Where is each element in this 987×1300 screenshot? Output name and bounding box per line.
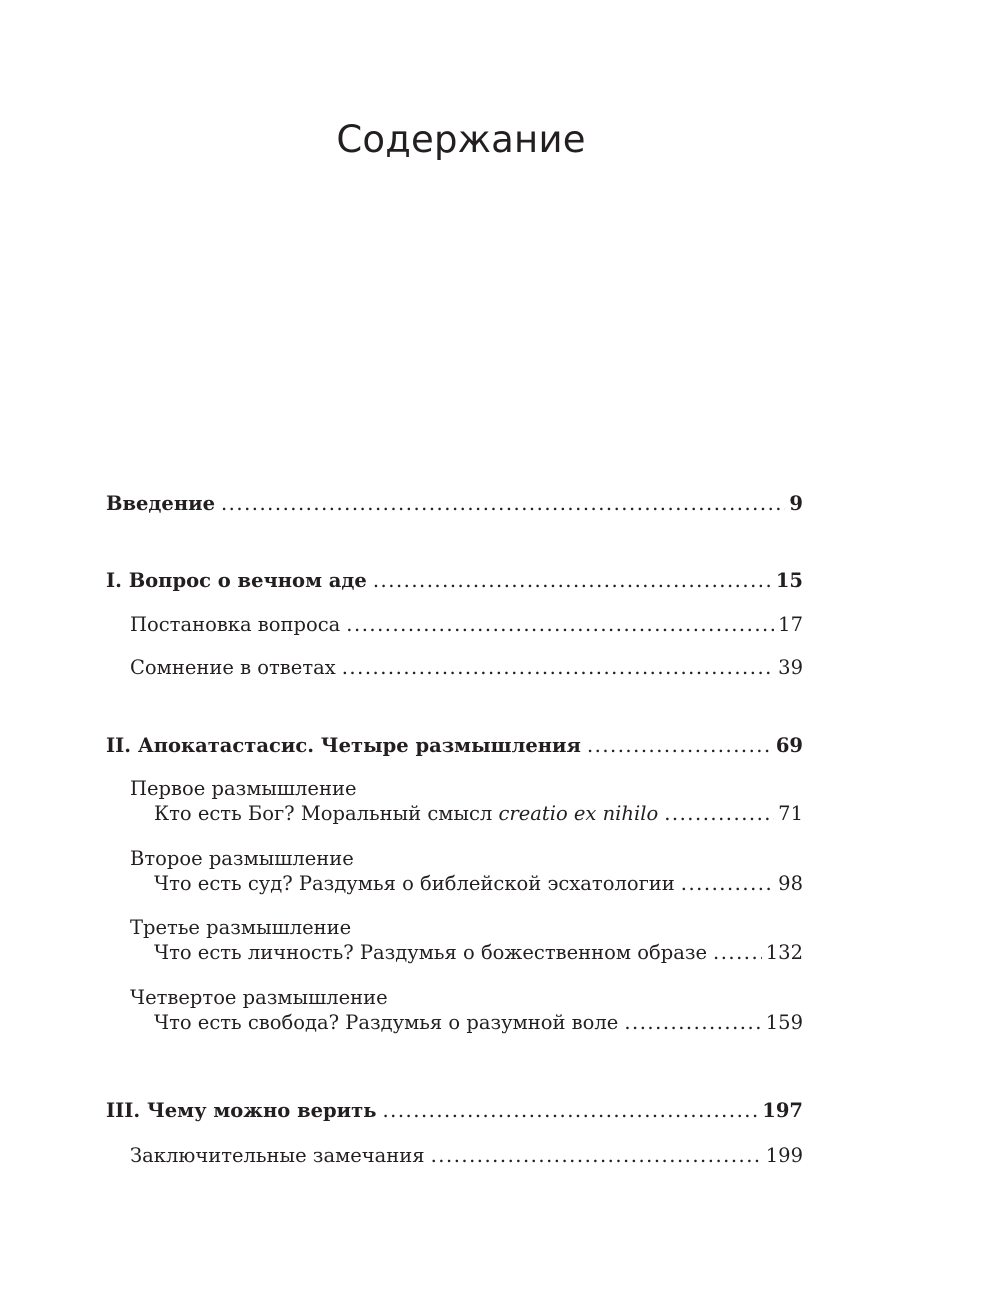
toc-entry-doubt-in-answers[interactable] [130, 655, 803, 681]
toc-page-number: 39 [778, 656, 803, 679]
toc-meditation-heading-3: Третье размышление [130, 916, 352, 939]
dot-leader [431, 1143, 762, 1169]
toc-entry-meditation-1[interactable] [154, 801, 803, 827]
toc-entry-part-2[interactable] [106, 733, 803, 759]
toc-entry-label: Сомнение в ответах [130, 656, 336, 679]
toc-entry-concluding-remarks[interactable] [130, 1143, 803, 1169]
toc-page-number: 17 [778, 613, 803, 636]
dot-leader [713, 940, 762, 966]
dot-leader [342, 655, 774, 681]
toc-entry-introduction[interactable] [106, 491, 803, 517]
page-title: Содержание [336, 118, 586, 161]
toc-entry-label [154, 801, 658, 827]
toc-page-number: 71 [778, 802, 803, 825]
toc-page-number: 9 [789, 492, 803, 515]
toc-meditation-heading-1: Первое размышление [130, 777, 357, 800]
toc-page-number: 132 [765, 941, 803, 964]
toc-entry-label: Введение [106, 492, 215, 515]
toc-page-number: 98 [778, 872, 803, 895]
dot-leader [373, 568, 772, 594]
dot-leader [664, 801, 774, 827]
toc-entry-label: Заключительные замечания [130, 1144, 425, 1167]
toc-meditation-heading-4: Четвертое размышление [130, 986, 388, 1009]
toc-page-number: 197 [762, 1099, 803, 1122]
dot-leader [681, 871, 774, 897]
toc-entry-label: Что есть суд? Раздумья о библейской эсхатологии [154, 872, 675, 895]
dot-leader [624, 1010, 761, 1036]
toc-entry-part-1[interactable] [106, 568, 803, 594]
toc-entry-label: I. Вопрос о вечном аде [106, 569, 367, 592]
toc-subtitle-text: Кто есть Бог? Моральный смысл [154, 802, 499, 825]
toc-entry-part-3[interactable] [106, 1098, 803, 1124]
toc-entry-label: Что есть свобода? Раздумья о разумной воле [154, 1011, 619, 1034]
toc-entry-meditation-4[interactable] [154, 1010, 803, 1036]
toc-page-number: 199 [765, 1144, 803, 1167]
toc-entry-label: Что есть личность? Раздумья о божественном образе [154, 941, 707, 964]
toc-entry-label: III. Чему можно верить [106, 1099, 377, 1122]
dot-leader [221, 491, 785, 517]
dot-leader [382, 1098, 758, 1124]
toc-entry-meditation-2[interactable] [154, 871, 803, 897]
toc-entry-problem-statement[interactable] [130, 612, 803, 638]
toc-entry-label: Постановка вопроса [130, 613, 341, 636]
toc-page-number: 15 [775, 569, 803, 592]
toc-page-number: 69 [775, 734, 803, 757]
toc-meditation-heading-2: Второе размышление [130, 847, 354, 870]
toc-entry-label: II. Апокатастасис. Четыре размышления [106, 734, 581, 757]
toc-subtitle-italic: creatio ex nihilo [498, 802, 659, 825]
toc-entry-meditation-3[interactable] [154, 940, 803, 966]
toc-page-number: 159 [765, 1011, 803, 1034]
dot-leader [587, 733, 772, 759]
dot-leader [346, 612, 774, 638]
